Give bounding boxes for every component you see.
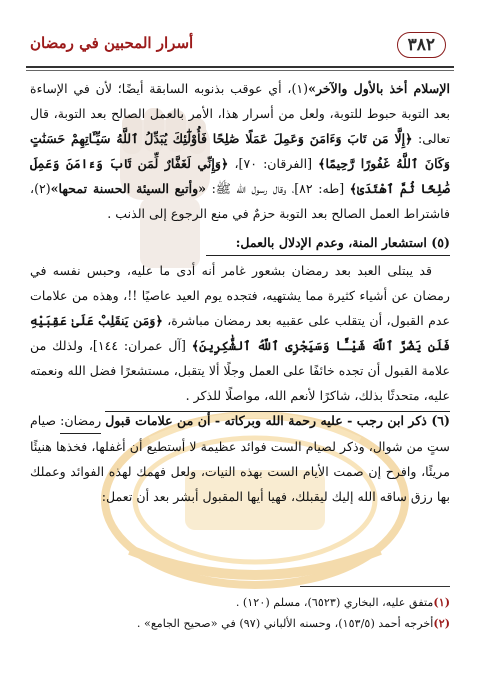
paragraph-text: فهمك لهذه الفوائد وعملك بها رزق ساقه الله إليك ليقبلك، فهيا أيها المقبول [30,464,450,504]
section-5-heading: (٥) استشعار المنة، وعدم الإدلال بالعمل: [206,230,450,256]
book-title: أسرار المحبين في رمضان [30,34,194,52]
header-divider-thin [26,70,454,71]
quran-verse: تَابَ وَءَامَنَ وَعَمِلَ صَٰلِحًا ثُمَّ ٱهْتَدَىٰ﴾ [30,156,450,196]
footnote-2 [30,613,450,634]
paragraph-text: بعد التوبة، قال تعالى: [30,106,450,146]
hadith-excerpt: السيئة الحسنة تمحها» [50,181,170,196]
page-body [30,76,450,509]
verse-reference: [طه: ٨٢]، [291,181,345,196]
footnote-number: (١) [433,595,450,609]
section-6-body [30,408,450,509]
header-divider [26,66,454,68]
quran-verse: ﴿وَمَن يَنقَلِبْ [98,313,163,328]
section-5-body [30,258,450,408]
quran-verse: ﴿وَإِنِّي لَغَفَّارٌ لِّمَن [137,156,229,171]
paragraph-1 [30,76,450,226]
section-6-keyword: رمضان: [60,408,101,434]
page-header [26,28,454,64]
section-6-heading: (٦) ذكر ابن رجب - عليه رحمة الله وبركاته - أن من علامات قبول [105,413,451,428]
paragraph-text: الرجوع إلى الذنب . [107,206,207,221]
paragraph-text: وقال رسول الله ﷺ: [211,181,287,196]
footnote-number: (٢) [433,616,450,630]
hadith-excerpt: الإسلام أخذ بالأول والآخر» [308,81,450,96]
paragraph-text: (٢)، فاشتراط العمل الصالح بعد التوبة حزمٌ في منع [30,181,450,221]
quran-verse: يُبَدِّلُ ٱللَّهُ سَيِّـَٔاتِهِمْ حَسَنَٰتٍ وَكَانَ ٱللَّهُ غَفُورًا رَّحِيمًا﴾ [30,131,450,171]
paragraph-text: من علامة القبول أن تجده خائفًا على العمل وجلًا ألا يتقبل، مستشعرًا [30,338,450,378]
paragraph-text: رمضان عن أشياء كثيرة مما يشتهيه، فتجده يوم العيد عاصيًا !!، وهذه من [71,288,450,303]
footnote-1 [30,592,450,613]
hadith-excerpt: «وأتبع [174,181,207,196]
paragraph-text: ولذلك [52,338,84,353]
quran-verse: عَلَىٰ عَقِبَيْهِ فَلَن يَضُرَّ ٱللَّهَ شَيْـًٔا وَسَيَجْزِى ٱللَّهُ ٱلشَّٰكِرِينَ﴾ [30,313,450,353]
paragraph-text: أبشر بعد أن تعمل: [101,489,199,504]
page-number: ٣٨٢ [397,32,446,58]
paragraph-text: قد يبتلى العبد بعد رمضان بشعور غامر أنه أدى ما عليه، وحبس نفسه في [30,263,432,278]
paragraph-text: (١)، أي عوقب بذنوبه السابقة أيضًا؛ لأن في [73,81,309,96]
paragraph-text: أغفلها، فخذها هنيئًا مريئًا، وافرح إن صمت الأيام الست بهذه النيات، ولعل [30,439,450,479]
footnote-text: أخرجه أحمد (١٥٣/٥)، وحسنه الألباني (٩٧) في «صحيح الجامع» . [136,617,434,630]
verse-reference: [الفرقان: ٧٠]، [234,156,312,171]
paragraph-text: صيام ستٍ من شوال، وذكر لصيام الست فوائد عظيمة لا أستطيع أن [30,413,450,454]
quran-verse: ﴿إِلَّا مَن تَابَ وَءَامَنَ وَعَمِلَ عَمَلًا صَٰلِحًا فَأُوْلَٰٓئِكَ [172,131,413,146]
footnote-divider [300,586,450,587]
footnote-text: متفق عليه، البخاري (٦٥٢٣)، مسلم (١٢٠) . [235,596,434,609]
footnotes [30,592,450,634]
paragraph-text: علامات عدم القبول، أن يتقلب على عقبيه بعد رمضان مباشرة، [30,288,450,328]
paragraph-text: فضل الله ونعمته عليه، متحدثًا بذلك، شاكرًا لأنعم الله، مواصلًا للذكر . [29,363,450,403]
paragraph-text: الإساءة بعد التوبة حبوط للتوبة، ولعل من أسرار هذا، الأمر بالعمل الصالح [30,81,450,121]
verse-reference: [آل عمران: ١٤٤]، [88,338,186,353]
